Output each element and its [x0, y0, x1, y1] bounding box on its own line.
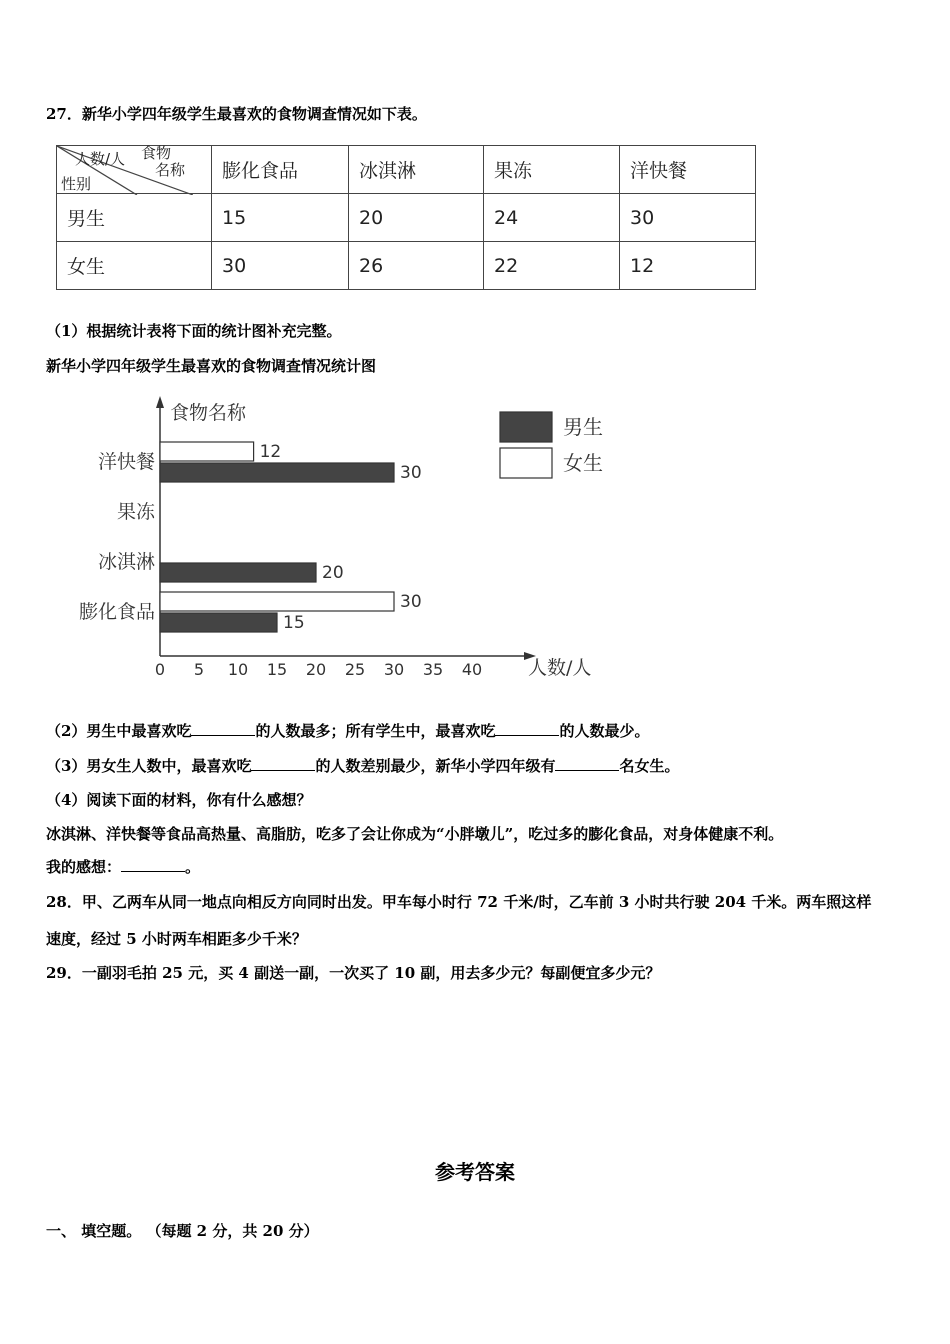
table-row [57, 242, 756, 290]
part3-text-c: 名女生。 [619, 757, 680, 775]
x-tick-label: 35 [422, 660, 444, 679]
x-tick-label: 30 [383, 660, 405, 679]
x-tick-label: 15 [266, 660, 288, 679]
bar-girls [160, 592, 394, 611]
x-tick-label: 5 [193, 660, 205, 679]
row-label: 女生 [57, 242, 212, 290]
bar-value-label: 30 [400, 463, 422, 483]
legend-swatch-boys [500, 412, 552, 442]
header-cell: 果冻 [484, 146, 620, 194]
table-cell: 22 [484, 242, 620, 290]
legend-label: 男生 [563, 415, 603, 439]
q27-part3 [46, 755, 679, 776]
corner-label-count: 人数/人 [75, 150, 126, 168]
bar-chart [60, 392, 620, 692]
x-tick-label: 0 [154, 660, 166, 679]
bar-girls [160, 442, 254, 461]
q27-title: 27．新华小学四年级学生最喜欢的食物调查情况如下表。 [46, 105, 427, 123]
chart-title: 新华小学四年级学生最喜欢的食物调查情况统计图 [46, 357, 377, 375]
q29-text: 29．一副羽毛拍 25 元，买 4 副送一副，一次买了 10 副，用去多少元？每副便宜多少元？ [46, 964, 661, 982]
table-row [57, 194, 756, 242]
part2-text-c: 的人数最少。 [559, 722, 650, 740]
y-category-label: 冰淇淋 [97, 551, 155, 573]
feeling-label: 我的感想： [46, 858, 122, 876]
answer-blank[interactable] [191, 720, 255, 736]
table-cell: 26 [349, 242, 484, 290]
bar-value-label: 15 [283, 613, 305, 633]
y-category-label: 洋快餐 [97, 451, 155, 473]
q27-material: 冰淇淋、洋快餐等食品高热量、高脂肪，吃多了会让你成为“小胖墩儿”，吃过多的膨化食品，对身体健康不利。 [46, 825, 784, 843]
part3-text-a: （3）男女生人数中，最喜欢吃 [46, 757, 252, 775]
y-axis-arrow [156, 396, 164, 408]
bar-boys [160, 613, 277, 632]
answer-blank[interactable] [121, 856, 185, 872]
header-cell: 冰淇淋 [349, 146, 484, 194]
table-cell: 15 [212, 194, 349, 242]
q27-feeling [46, 856, 200, 877]
table-cell: 12 [620, 242, 756, 290]
part2-text-a: （2）男生中最喜欢吃 [46, 722, 192, 740]
x-tick-label: 25 [344, 660, 366, 679]
table-corner-cell [57, 146, 212, 194]
table-cell: 24 [484, 194, 620, 242]
corner-label-name: 名称 [155, 161, 186, 179]
survey-table [56, 145, 756, 290]
corner-label-gender: 性别 [61, 175, 92, 193]
answers-title: 参考答案 [435, 1160, 515, 1184]
bar-value-label: 12 [259, 442, 282, 462]
q27-part4: （4）阅读下面的材料，你有什么感想？ [46, 791, 312, 809]
x-tick-label: 20 [305, 660, 327, 679]
y-category-label: 膨化食品 [78, 601, 155, 623]
x-axis-title: 人数/人 [528, 657, 592, 679]
legend-swatch-girls [500, 448, 552, 478]
y-category-label: 果冻 [116, 501, 155, 523]
part2-text-b: 的人数最多；所有学生中，最喜欢吃 [255, 722, 496, 740]
q27-part1: （1）根据统计表将下面的统计图补充完整。 [46, 322, 342, 340]
table-cell: 30 [620, 194, 756, 242]
bar-value-label: 30 [400, 592, 422, 612]
answer-blank[interactable] [495, 720, 559, 736]
y-axis-title: 食物名称 [170, 402, 247, 424]
q28-line1: 28．甲、乙两车从同一地点向相反方向同时出发。甲车每小时行 72 千米/时，乙车前 3 小时共行驶 204 千米。两车照这样 [46, 893, 872, 911]
x-tick-label: 40 [461, 660, 483, 679]
answer-blank[interactable] [555, 755, 619, 771]
q27-part2 [46, 720, 649, 741]
part3-text-b: 的人数差别最少，新华小学四年级有 [315, 757, 556, 775]
answer-blank[interactable] [251, 755, 315, 771]
answers-section-heading: 一、 填空题。 （每题 2 分，共 20 分） [46, 1222, 319, 1240]
legend-label: 女生 [563, 451, 603, 475]
table-cell: 20 [349, 194, 484, 242]
feeling-end: 。 [185, 858, 201, 876]
bar-value-label: 20 [322, 563, 344, 583]
table-cell: 30 [212, 242, 349, 290]
row-label: 男生 [57, 194, 212, 242]
bar-boys [160, 563, 316, 582]
header-cell: 洋快餐 [620, 146, 756, 194]
q28-line2: 速度，经过 5 小时两车相距多少千米？ [46, 930, 307, 948]
header-cell: 膨化食品 [212, 146, 349, 194]
x-tick-label: 10 [227, 660, 249, 679]
table-header-row [57, 146, 756, 194]
bar-boys [160, 463, 394, 482]
corner-label-food: 食物 [141, 144, 172, 162]
